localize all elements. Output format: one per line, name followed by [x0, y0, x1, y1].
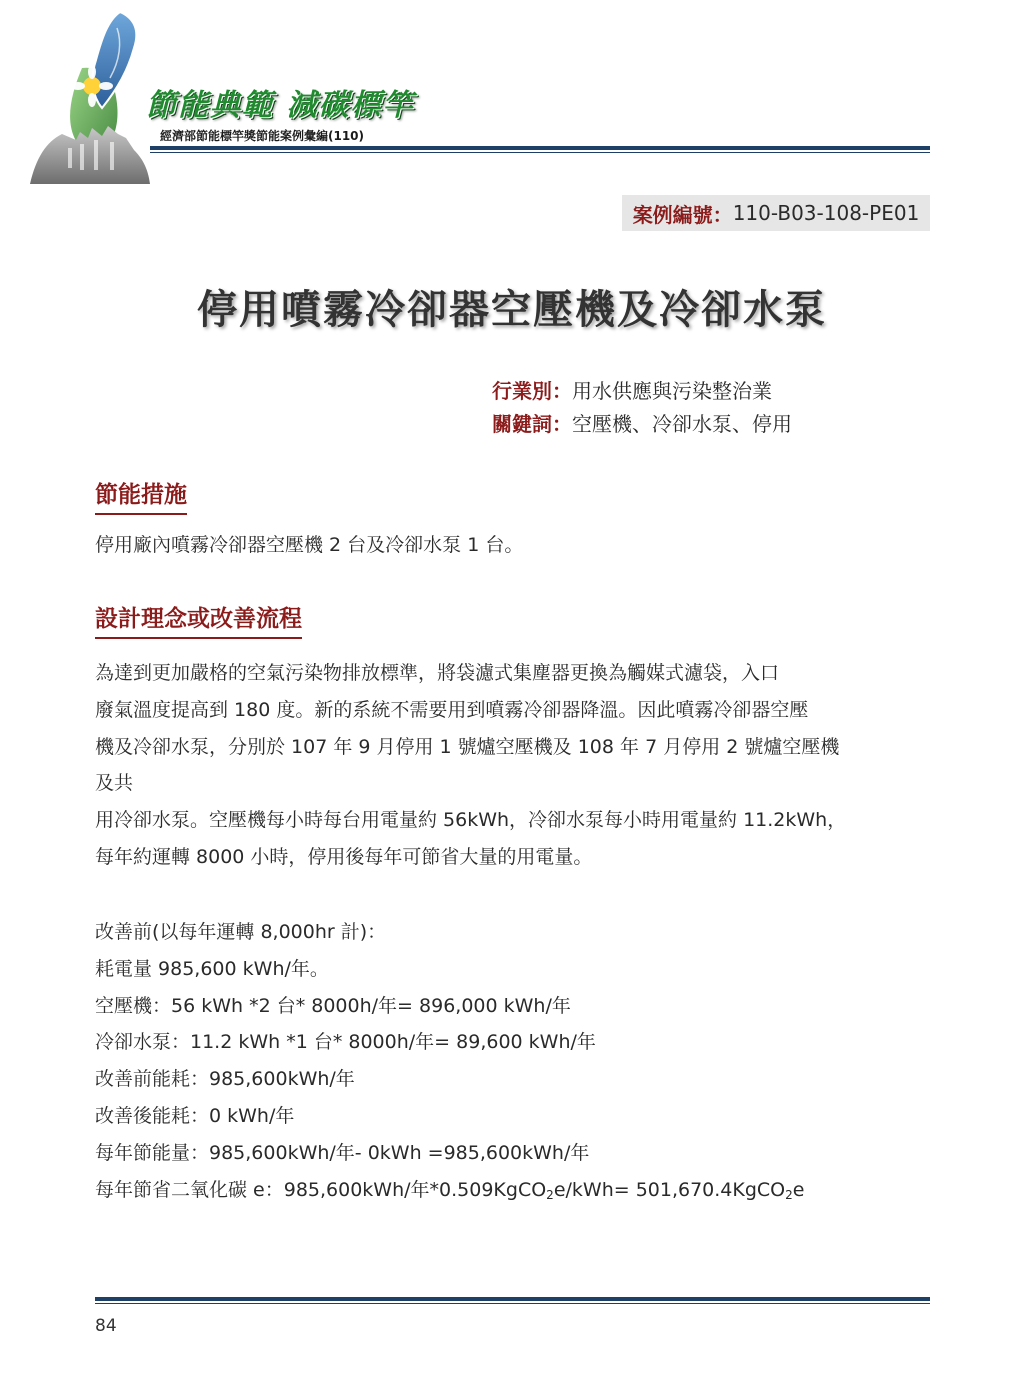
calc-line: 改善前能耗：985,600kWh/年 — [95, 1068, 355, 1091]
carbon-suffix: e — [792, 1178, 805, 1201]
paragraph-line: 機及冷卻水泵，分別於 107 年 9 月停用 1 號爐空壓機及 108 年 7 月停用 2 號爐空壓機 — [95, 735, 840, 758]
header-rule-thin — [150, 152, 930, 153]
carbon-prefix: 每年節省二氧化碳 e：985,600kWh/年*0.509KgCO — [95, 1178, 547, 1201]
meta-info — [492, 375, 792, 441]
measures-line: 停用廠內噴霧冷卻器空壓機 2 台及冷卻水泵 1 台。 — [95, 534, 524, 556]
calc-line: 耗電量 985,600 kWh/年。 — [95, 957, 329, 980]
header-rule — [150, 146, 930, 150]
paragraph-line: 每年約運轉 8000 小時，停用後每年可節省大量的用電量。 — [95, 845, 593, 868]
industry-value: 用水供應與污染整治業 — [572, 379, 772, 403]
section-heading-design: 設計理念或改善流程 — [95, 600, 302, 639]
page-number: 84 — [95, 1316, 117, 1336]
case-number-value: 110-B03-108-PE01 — [732, 201, 920, 225]
calculation-block — [95, 914, 935, 1208]
carbon-subscript: 2 — [546, 1187, 554, 1202]
carbon-subscript: 2 — [785, 1187, 793, 1202]
footer-rule-thin — [95, 1303, 930, 1304]
keywords-row — [492, 408, 792, 441]
design-paragraph — [95, 655, 935, 876]
paragraph-line: 用冷卻水泵。空壓機每小時每台用電量約 56kWh，冷卻水泵每小時用電量約 11.2kWh， — [95, 809, 847, 832]
calc-line: 空壓機：56 kWh *2 台* 8000h/年= 896,000 kWh/年 — [95, 994, 571, 1017]
keywords-value: 空壓機、冷卻水泵、停用 — [572, 412, 792, 436]
carbon-line — [95, 1172, 935, 1209]
page-title: 停用噴霧冷卻器空壓機及冷卻水泵 — [197, 287, 827, 333]
page-header — [0, 0, 1024, 190]
case-number-box — [622, 195, 930, 231]
paragraph-line: 廢氣溫度提高到 180 度。新的系統不需要用到噴霧冷卻器降溫。因此噴霧冷卻器空壓 — [95, 698, 809, 721]
calc-line: 改善後能耗：0 kWh/年 — [95, 1104, 295, 1127]
calc-line: 改善前(以每年運轉 8,000hr 計)： — [95, 921, 387, 943]
brand-subtitle: 經濟部節能標竿獎節能案例彙編(110) — [160, 129, 365, 143]
keywords-label: 關鍵詞： — [492, 412, 572, 436]
paragraph-line: 為達到更加嚴格的空氣污染物排放標準，將袋濾式集塵器更換為觸媒式濾袋，入口 — [95, 662, 780, 684]
brand-title: 節能典範 減碳標竿 — [146, 88, 415, 123]
calc-line: 每年節能量：985,600kWh/年- 0kWh =985,600kWh/年 — [95, 1141, 590, 1164]
calc-line: 冷卻水泵：11.2 kWh *1 台* 8000h/年= 89,600 kWh/年 — [95, 1031, 596, 1054]
carbon-mid: e/kWh= 501,670.4KgCO — [553, 1178, 786, 1201]
section-heading-measures: 節能措施 — [95, 476, 187, 515]
measures-text — [95, 527, 935, 564]
footer-rule — [95, 1297, 930, 1301]
industry-label: 行業別： — [492, 379, 572, 403]
case-number-label: 案例編號： — [632, 202, 733, 227]
paragraph-line: 及共 — [95, 772, 134, 795]
industry-row — [492, 375, 792, 408]
